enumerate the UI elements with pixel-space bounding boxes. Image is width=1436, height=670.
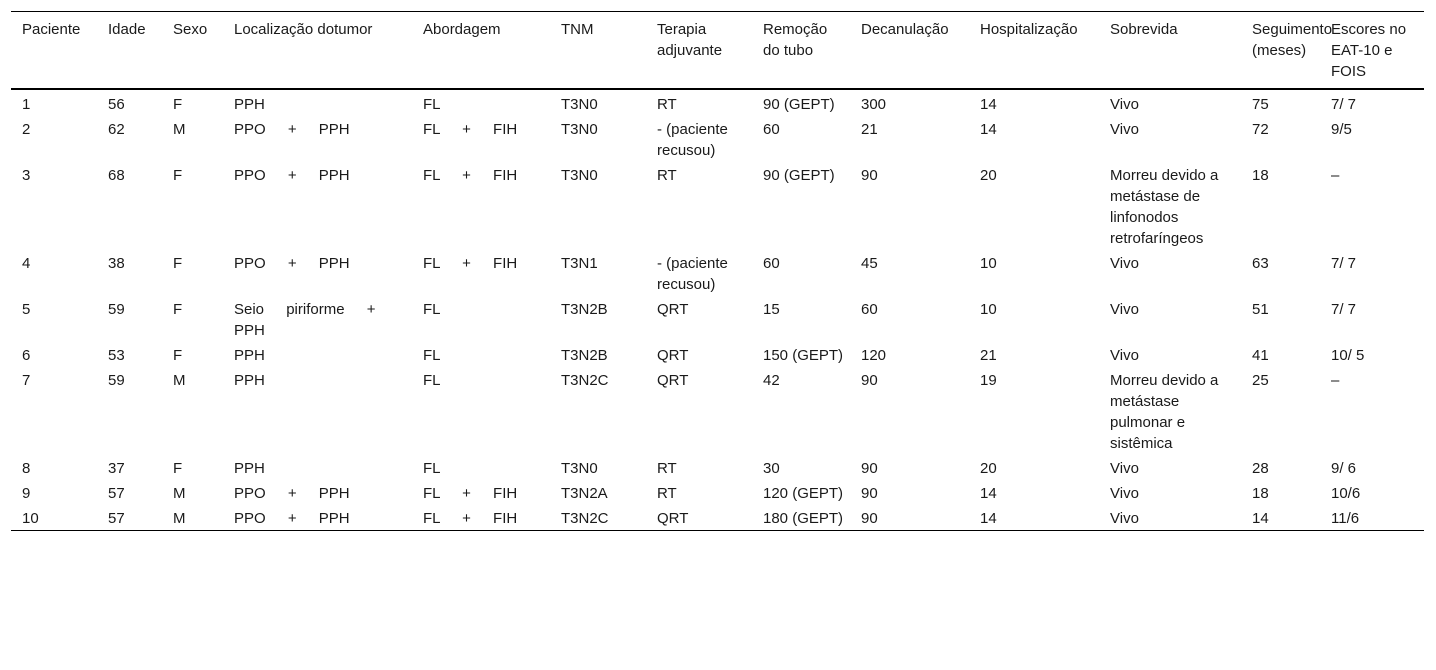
cell-decanulacao: 60 [861, 301, 878, 318]
cell-seguimento: 18 [1252, 167, 1269, 184]
cell-seguimento: 18 [1252, 485, 1269, 502]
cell-remocao: 60 [763, 121, 780, 138]
header-localizacao: Localização dotumor [234, 21, 373, 38]
cell-sobrevida: Vivo [1110, 485, 1139, 502]
cell-tnm: T3N2C [561, 372, 609, 389]
cell-sexo: M [173, 510, 186, 527]
cell-hospitalizacao: 10 [980, 255, 997, 272]
cell-seguimento: 25 [1252, 372, 1269, 389]
cell-sexo: F [173, 167, 183, 184]
cell-decanulacao: 90 [861, 167, 878, 184]
cell-localizacao: PPH [234, 460, 265, 477]
table-row [11, 162, 1424, 250]
cell-abordagem: FL + FIH [423, 510, 518, 527]
cell-escores: 10/ 5 [1331, 347, 1365, 364]
cell-localizacao: PPH [234, 372, 265, 389]
cell-paciente: 3 [22, 167, 31, 184]
cell-terapia: - (paciente recusou) [657, 121, 728, 159]
cell-decanulacao: 90 [861, 510, 878, 527]
cell-tnm: T3N0 [561, 96, 598, 113]
cell-tnm: T3N0 [561, 121, 598, 138]
cell-tnm: T3N2B [561, 301, 608, 318]
cell-remocao: 180 (GEPT) [763, 510, 844, 527]
header-row [11, 12, 1424, 90]
cell-sexo: F [173, 96, 183, 113]
cell-tnm: T3N0 [561, 167, 598, 184]
cell-idade: 59 [108, 372, 125, 389]
cell-abordagem: FL + FIH [423, 167, 518, 184]
patients-table [11, 11, 1424, 531]
cell-sexo: F [173, 460, 183, 477]
table-header [11, 12, 1424, 90]
table-body [11, 89, 1424, 531]
cell-remocao: 90 (GEPT) [763, 96, 835, 113]
cell-escores: 9/5 [1331, 121, 1352, 138]
cell-tnm: T3N2B [561, 347, 608, 364]
cell-terapia: QRT [657, 372, 689, 389]
cell-paciente: 5 [22, 301, 31, 318]
cell-seguimento: 63 [1252, 255, 1269, 272]
header-hospitalizacao: Hospitalização [980, 21, 1078, 38]
cell-hospitalizacao: 14 [980, 510, 997, 527]
cell-seguimento: 14 [1252, 510, 1269, 527]
cell-terapia: QRT [657, 347, 689, 364]
header-paciente: Paciente [22, 21, 81, 38]
header-remocao: Remoção do tubo [763, 21, 828, 59]
cell-abordagem: FL [423, 301, 441, 318]
cell-tnm: T3N1 [561, 255, 598, 272]
cell-abordagem: FL [423, 372, 441, 389]
cell-idade: 62 [108, 121, 125, 138]
cell-paciente: 10 [22, 510, 39, 527]
cell-seguimento: 41 [1252, 347, 1269, 364]
cell-escores: – [1331, 167, 1340, 184]
cell-seguimento: 72 [1252, 121, 1269, 138]
cell-paciente: 7 [22, 372, 31, 389]
cell-decanulacao: 90 [861, 485, 878, 502]
cell-sexo: M [173, 485, 186, 502]
cell-tnm: T3N2A [561, 485, 608, 502]
table-row [11, 480, 1424, 505]
cell-hospitalizacao: 19 [980, 372, 997, 389]
cell-sobrevida: Vivo [1110, 301, 1139, 318]
cell-sobrevida: Vivo [1110, 255, 1139, 272]
cell-abordagem: FL [423, 347, 441, 364]
cell-paciente: 1 [22, 96, 31, 113]
cell-remocao: 15 [763, 301, 780, 318]
cell-idade: 38 [108, 255, 125, 272]
cell-sexo: M [173, 121, 186, 138]
cell-hospitalizacao: 14 [980, 485, 997, 502]
cell-hospitalizacao: 14 [980, 96, 997, 113]
cell-sobrevida: Vivo [1110, 460, 1139, 477]
cell-decanulacao: 45 [861, 255, 878, 272]
cell-hospitalizacao: 10 [980, 301, 997, 318]
cell-sobrevida: Vivo [1110, 347, 1139, 364]
cell-localizacao: PPH [234, 347, 265, 364]
cell-hospitalizacao: 20 [980, 460, 997, 477]
cell-sexo: F [173, 301, 183, 318]
cell-decanulacao: 21 [861, 121, 878, 138]
cell-idade: 68 [108, 167, 125, 184]
cell-idade: 53 [108, 347, 125, 364]
cell-sexo: F [173, 347, 183, 364]
cell-escores: 7/ 7 [1331, 255, 1357, 272]
cell-decanulacao: 120 [861, 347, 887, 364]
table-row [11, 296, 1424, 342]
cell-paciente: 8 [22, 460, 31, 477]
cell-sobrevida: Vivo [1110, 510, 1139, 527]
cell-localizacao: PPO + PPH [234, 485, 350, 502]
cell-hospitalizacao: 20 [980, 167, 997, 184]
table-row [11, 342, 1424, 367]
cell-sobrevida: Vivo [1110, 121, 1139, 138]
cell-localizacao: Seio piriforme + PPH [234, 301, 376, 339]
cell-tnm: T3N2C [561, 510, 609, 527]
cell-tnm: T3N0 [561, 460, 598, 477]
table-container [11, 11, 1424, 531]
cell-remocao: 30 [763, 460, 780, 477]
cell-terapia: QRT [657, 301, 689, 318]
cell-remocao: 42 [763, 372, 780, 389]
cell-idade: 56 [108, 96, 125, 113]
header-escores: Escores no EAT-10 e FOIS [1331, 21, 1407, 80]
cell-abordagem: FL + FIH [423, 121, 518, 138]
cell-sobrevida: Morreu devido a metástase pulmonar e sistêmica [1110, 372, 1219, 452]
cell-terapia: QRT [657, 510, 689, 527]
table-row [11, 250, 1424, 296]
cell-remocao: 120 (GEPT) [763, 485, 844, 502]
table-row [11, 455, 1424, 480]
cell-paciente: 6 [22, 347, 31, 364]
cell-seguimento: 51 [1252, 301, 1269, 318]
cell-terapia: - (paciente recusou) [657, 255, 728, 293]
cell-remocao: 150 (GEPT) [763, 347, 844, 364]
cell-idade: 37 [108, 460, 125, 477]
cell-escores: 9/ 6 [1331, 460, 1357, 477]
cell-terapia: RT [657, 485, 677, 502]
header-abordagem: Abordagem [423, 21, 501, 38]
cell-abordagem: FL + FIH [423, 485, 518, 502]
header-terapia: Terapia adjuvante [657, 21, 723, 59]
cell-localizacao: PPO + PPH [234, 167, 350, 184]
cell-localizacao: PPH [234, 96, 265, 113]
cell-abordagem: FL [423, 460, 441, 477]
cell-remocao: 60 [763, 255, 780, 272]
header-idade: Idade [108, 21, 146, 38]
cell-sobrevida: Vivo [1110, 96, 1139, 113]
header-seguimento: Seguimento (meses) [1252, 21, 1333, 59]
cell-abordagem: FL + FIH [423, 255, 518, 272]
cell-seguimento: 75 [1252, 96, 1269, 113]
cell-hospitalizacao: 14 [980, 121, 997, 138]
cell-idade: 57 [108, 510, 125, 527]
cell-hospitalizacao: 21 [980, 347, 997, 364]
cell-paciente: 4 [22, 255, 31, 272]
cell-seguimento: 28 [1252, 460, 1269, 477]
table-row [11, 367, 1424, 455]
cell-terapia: RT [657, 96, 677, 113]
cell-localizacao: PPO + PPH [234, 510, 350, 527]
cell-idade: 57 [108, 485, 125, 502]
cell-terapia: RT [657, 167, 677, 184]
cell-decanulacao: 300 [861, 96, 887, 113]
cell-decanulacao: 90 [861, 460, 878, 477]
cell-escores: 7/ 7 [1331, 301, 1357, 318]
cell-paciente: 9 [22, 485, 31, 502]
cell-decanulacao: 90 [861, 372, 878, 389]
header-sobrevida: Sobrevida [1110, 21, 1178, 38]
cell-paciente: 2 [22, 121, 31, 138]
cell-localizacao: PPO + PPH [234, 255, 350, 272]
table-row [11, 505, 1424, 531]
table-row [11, 116, 1424, 162]
header-sexo: Sexo [173, 21, 208, 38]
cell-terapia: RT [657, 460, 677, 477]
cell-escores: 7/ 7 [1331, 96, 1357, 113]
cell-sexo: F [173, 255, 183, 272]
cell-abordagem: FL [423, 96, 441, 113]
cell-localizacao: PPO + PPH [234, 121, 350, 138]
cell-escores: – [1331, 372, 1340, 389]
cell-idade: 59 [108, 301, 125, 318]
cell-escores: 10/6 [1331, 485, 1361, 502]
cell-remocao: 90 (GEPT) [763, 167, 835, 184]
cell-sobrevida: Morreu devido a metástase de linfonodos retrofaríngeos [1110, 167, 1219, 247]
cell-sexo: M [173, 372, 186, 389]
cell-escores: 11/6 [1331, 510, 1360, 527]
table-row [11, 89, 1424, 116]
header-decanulacao: Decanulação [861, 21, 949, 38]
header-tnm: TNM [561, 21, 594, 38]
